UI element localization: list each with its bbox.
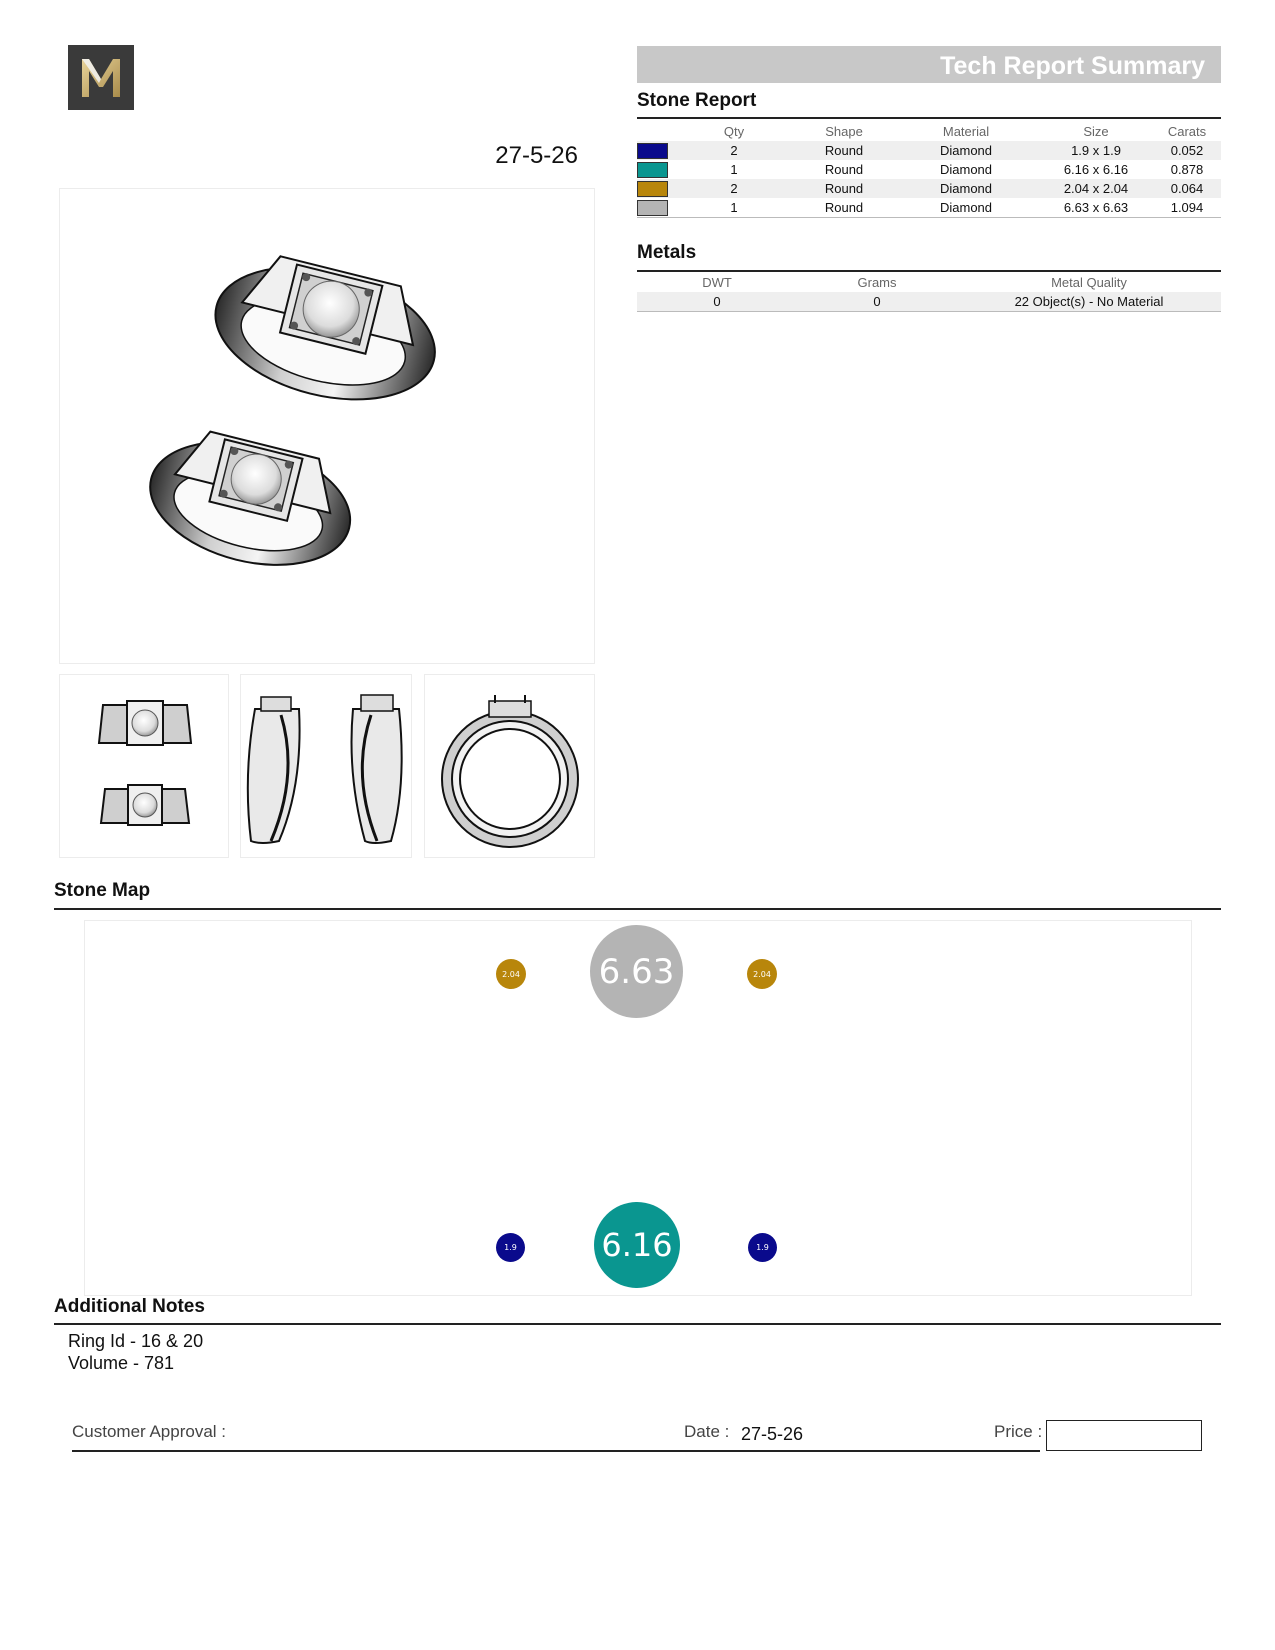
- shape-cell: Round: [795, 141, 893, 160]
- table-row: [637, 292, 1221, 311]
- ring-render-lower: [137, 421, 363, 585]
- main-ring-render: [59, 188, 595, 664]
- table-row: [637, 141, 1221, 160]
- note-line: Ring Id - 16 & 20: [68, 1331, 204, 1351]
- date-value: 27-5-26: [741, 1424, 804, 1444]
- stone-map-title: Stone Map: [54, 880, 151, 901]
- qty-cell: 2: [673, 141, 795, 160]
- color-swatch: [637, 181, 668, 197]
- date-label: Date :: [684, 1422, 730, 1441]
- table-row: [637, 179, 1221, 198]
- metals-title: Metals: [637, 242, 697, 263]
- material-cell: Diamond: [893, 141, 1039, 160]
- stone-report-table: [637, 122, 1221, 218]
- stone-marker: 1.9: [496, 1233, 525, 1262]
- stone-report-title: Stone Report: [637, 90, 757, 111]
- size-cell: 6.16 x 6.16: [1063, 162, 1129, 177]
- column-header: DWT: [702, 275, 732, 290]
- approval-signature-line: [72, 1450, 1040, 1452]
- thumb-top-view: [59, 674, 229, 858]
- size-cell: 6.63 x 6.63: [1039, 198, 1153, 217]
- column-header: Grams: [857, 275, 897, 290]
- grams-cell: 0: [797, 292, 957, 311]
- price-label: Price :: [994, 1422, 1043, 1441]
- ring-render-upper: [201, 244, 449, 420]
- carats-cell: 0.052: [1153, 141, 1221, 160]
- column-header: Size: [1083, 124, 1109, 139]
- shape-cell: Round: [824, 162, 864, 177]
- notes-body: [68, 1330, 203, 1374]
- metal-quality-cell: 22 Object(s) - No Material: [957, 292, 1221, 311]
- note-line: Volume - 781: [68, 1353, 175, 1373]
- thumb-side-views: [240, 674, 412, 858]
- material-cell: Diamond: [893, 198, 1039, 217]
- carats-cell: 1.094: [1153, 198, 1221, 217]
- carats-cell: 0.878: [1170, 162, 1204, 177]
- customer-approval-label: Customer Approval :: [72, 1422, 227, 1441]
- company-logo: [68, 45, 134, 110]
- metals-table: [637, 273, 1221, 312]
- column-header: Shape: [825, 124, 863, 139]
- stone-report-header-row: [637, 122, 1221, 141]
- qty-cell: 1: [730, 162, 738, 177]
- stone-marker: 6.16: [594, 1202, 680, 1288]
- shape-cell: Round: [795, 198, 893, 217]
- metals-rule: [637, 270, 1221, 272]
- size-cell: 2.04 x 2.04: [1039, 179, 1153, 198]
- material-cell: Diamond: [893, 179, 1039, 198]
- column-header: Material: [942, 124, 990, 139]
- notes-title: Additional Notes: [54, 1296, 205, 1317]
- thumb-front-view: [424, 674, 595, 858]
- carats-cell: 0.064: [1153, 179, 1221, 198]
- price-field[interactable]: [1046, 1420, 1202, 1451]
- stone-marker: 1.9: [748, 1233, 777, 1262]
- material-cell: Diamond: [939, 162, 993, 177]
- swatch-header: [637, 122, 673, 141]
- color-swatch: [637, 162, 668, 178]
- logo-m-mark: [76, 53, 126, 103]
- table-row: [637, 198, 1221, 217]
- shape-cell: Round: [795, 179, 893, 198]
- stone-marker: 2.04: [496, 959, 526, 989]
- qty-cell: 2: [673, 179, 795, 198]
- stone-marker: 2.04: [747, 959, 777, 989]
- stone-map-area: [84, 920, 1192, 1296]
- column-header: Metal Quality: [1051, 275, 1127, 290]
- column-header: Qty: [723, 124, 745, 139]
- metals-header-row: [637, 273, 1221, 292]
- table-row: [637, 160, 1221, 179]
- size-cell: 1.9 x 1.9: [1039, 141, 1153, 160]
- stone-marker: 6.63: [590, 925, 683, 1018]
- report-date: 27-5-26: [495, 142, 578, 169]
- qty-cell: 1: [673, 198, 795, 217]
- color-swatch: [637, 200, 668, 216]
- stone-map-rule: [54, 908, 1221, 910]
- color-swatch: [637, 143, 668, 159]
- column-header: Carats: [1167, 124, 1207, 139]
- stone-report-rule: [637, 117, 1221, 119]
- notes-rule: [54, 1323, 1221, 1325]
- dwt-cell: 0: [637, 292, 797, 311]
- report-title: Tech Report Summary: [637, 46, 1221, 83]
